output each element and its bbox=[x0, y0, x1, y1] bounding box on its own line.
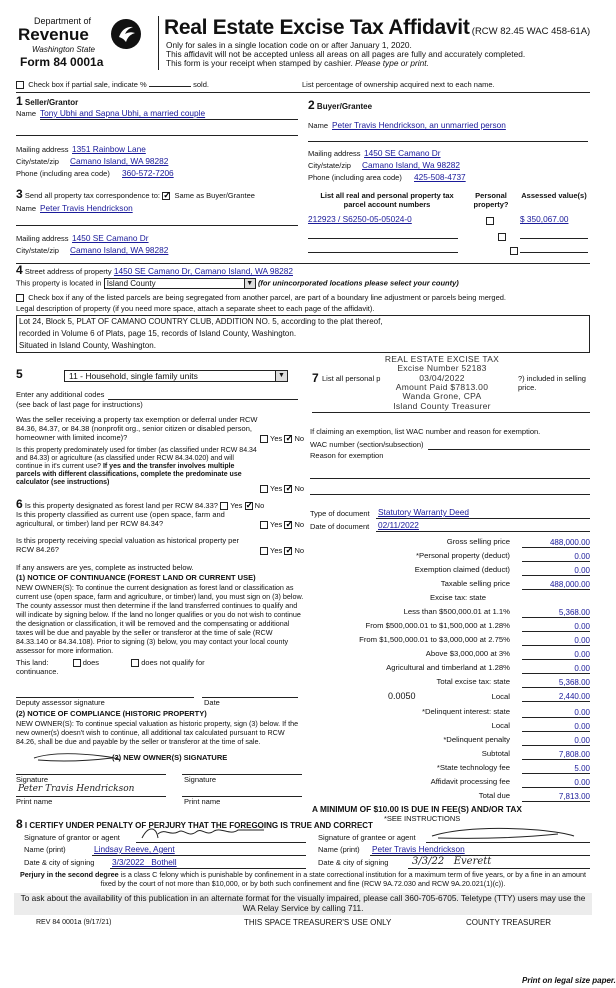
personal-property-checkbox-3[interactable] bbox=[510, 247, 518, 255]
buyer-heading bbox=[308, 99, 372, 113]
timber-no-checkbox[interactable] bbox=[284, 485, 292, 493]
exemption-yes-checkbox[interactable] bbox=[260, 435, 268, 443]
same-as-buyer-checkbox[interactable] bbox=[162, 192, 170, 200]
current-use-question: Is this property classified as current use (open space, farm and agricultural, or timber) land per RCW 84.34? bbox=[16, 510, 225, 528]
seller-section bbox=[16, 95, 300, 190]
header-divider bbox=[158, 16, 159, 70]
buyer-city-label: City/state/zip bbox=[308, 161, 351, 170]
form-number: Form 84 0001a bbox=[20, 55, 104, 69]
exemption-no-label: No bbox=[294, 434, 305, 443]
corr-mailing-field[interactable]: 1450 SE Camano Dr bbox=[72, 233, 149, 243]
delinq-local-value[interactable]: 0.00 bbox=[522, 722, 590, 732]
grantee-signature-scribble[interactable] bbox=[428, 824, 578, 842]
stamp-date: 03/04/2022 bbox=[419, 372, 465, 383]
personal-prop-label: List all personal p bbox=[322, 374, 381, 383]
tech-fee-label: *State technology fee bbox=[436, 763, 510, 772]
personal-heading: Personal property? bbox=[473, 191, 509, 209]
owner-print-label-1: Print name bbox=[16, 797, 53, 806]
buyer-city-field[interactable]: Camano Island, Wa 98282 bbox=[362, 160, 460, 170]
owner-signature-scribble bbox=[32, 750, 122, 764]
property-section bbox=[16, 264, 590, 354]
street-row bbox=[16, 264, 293, 278]
corr-city-label: City/state/zip bbox=[16, 246, 59, 255]
seller-name-line bbox=[40, 119, 298, 120]
forest-question: Is this property designated as forest land per RCW 84.33? bbox=[24, 501, 218, 510]
seller-name-line2 bbox=[16, 135, 298, 136]
reason-label: Reason for exemption bbox=[310, 451, 384, 460]
parcel-line2 bbox=[308, 238, 458, 239]
legal-description-box[interactable] bbox=[16, 315, 590, 353]
timber-no-label: No bbox=[294, 484, 305, 493]
current-use-yes-checkbox[interactable] bbox=[260, 521, 268, 529]
dept-state: Washington State bbox=[32, 45, 96, 54]
section8-number: 8 bbox=[16, 817, 23, 831]
this-land-row bbox=[16, 658, 306, 668]
historic-question: Is this property receiving special valuation as historical property per RCW 84.26? bbox=[16, 536, 240, 554]
does-qualify-checkbox[interactable] bbox=[73, 659, 81, 667]
local-rate[interactable]: 0.0050 bbox=[388, 691, 416, 701]
notice1-body: NEW OWNER(S): To continue the current designation as forest land or classification as current use (open space, farm and agriculture, or timber) land, you must sign on (3) below. The county assessor must then determine if the land transferred continues to qualify and will indicate by signing below. If the land no longer qualifies or you do not wish to continue the designation or classification, it will be removed and the compensating or additional taxes will be due and payable by the seller or transferor at the time of sale (RCW 84.33.140 or 84.34.108). Prior to signing (3) below, you may contact your local county assessor for more information. bbox=[16, 583, 304, 656]
corr-mailing-label: Mailing address bbox=[16, 234, 69, 243]
grantor-sig-line bbox=[136, 842, 306, 843]
additional-codes-label: Enter any additional codes bbox=[16, 390, 105, 399]
historic-no-label: No bbox=[294, 546, 305, 555]
doc-date-label: Date of document bbox=[310, 522, 370, 531]
dept-name: Revenue bbox=[18, 25, 89, 44]
buyer-mailing-label: Mailing address bbox=[308, 149, 361, 158]
same-as-buyer-label: Same as Buyer/Grantee bbox=[174, 191, 255, 200]
title-text: Real Estate Excise Tax Affidavit bbox=[164, 16, 470, 39]
taxable-label: Taxable selling price bbox=[440, 579, 510, 588]
exemption-no-checkbox[interactable] bbox=[284, 435, 292, 443]
corr-name-field[interactable]: Peter Travis Hendrickson bbox=[40, 203, 133, 213]
grantee-name-field[interactable]: Peter Travis Hendrickson bbox=[372, 844, 465, 854]
personal-deduct-value[interactable]: 0.00 bbox=[522, 552, 590, 562]
buyer-section bbox=[308, 95, 590, 190]
see-instructions: *SEE INSTRUCTIONS bbox=[384, 814, 461, 823]
historic-yes-no bbox=[260, 546, 304, 556]
assessed-line3 bbox=[520, 252, 588, 253]
print-legal-note: Print on legal size paper. bbox=[522, 976, 616, 985]
timber-yes-label: Yes bbox=[270, 484, 283, 493]
grantee-name-label: Name (print) bbox=[318, 845, 360, 854]
header-line3 bbox=[166, 59, 429, 69]
buyer-heading-text: Buyer/Grantee bbox=[316, 102, 373, 111]
county-select-value: Island County bbox=[106, 279, 156, 288]
exemption-claimed-value[interactable]: 0.00 bbox=[522, 566, 590, 576]
stamp-office: Island County Treasurer bbox=[393, 400, 491, 411]
corr-city-field[interactable]: Camano Island, WA 98282 bbox=[70, 245, 169, 255]
affidavit-fee-label: Affidavit processing fee bbox=[430, 777, 510, 786]
does-label: does bbox=[82, 658, 100, 667]
continuance-label: continuance. bbox=[16, 667, 59, 676]
correspondence-heading bbox=[16, 188, 255, 202]
gross-label: Gross selling price bbox=[446, 537, 510, 546]
forest-yes-checkbox[interactable] bbox=[220, 502, 228, 510]
corr-name-line2 bbox=[16, 225, 298, 226]
wac-label: WAC number (section/subsection) bbox=[310, 440, 424, 449]
county-treasurer-label: COUNTY TREASURER bbox=[466, 918, 552, 927]
tier1-label: Less than $500,000.01 at 1.1% bbox=[403, 607, 510, 616]
reason-line-1 bbox=[310, 478, 590, 479]
partial-sale-percent-field[interactable] bbox=[149, 79, 191, 87]
buyer-name-field[interactable]: Peter Travis Hendrickson, an unmarried person bbox=[332, 120, 506, 130]
total-due-value[interactable]: 7,813.00 bbox=[522, 792, 590, 802]
timber-question bbox=[16, 447, 260, 487]
partial-sale-sold: sold. bbox=[193, 80, 209, 89]
certify-text: I CERTIFY UNDER PENALTY OF PERJURY THAT THE FOREGOING IS TRUE AND CORRECT bbox=[24, 821, 373, 830]
partial-sale-label: Check box if partial sale, indicate % bbox=[28, 80, 147, 89]
chevron-down-icon: ▼ bbox=[275, 371, 287, 381]
parcel-line3 bbox=[308, 252, 458, 253]
grantor-name-field[interactable]: Lindsay Reeve, Agent bbox=[94, 844, 175, 854]
parcel-section bbox=[308, 192, 590, 262]
deputy-sig-label: Deputy assessor signature bbox=[16, 698, 105, 707]
land-use-select[interactable] bbox=[64, 370, 288, 382]
current-use-yes-label: Yes bbox=[270, 520, 283, 529]
exemption-claimed-label: Exemption claimed (deduct) bbox=[414, 565, 510, 574]
tier1-value[interactable]: 5,368.00 bbox=[522, 608, 590, 618]
segregated-row bbox=[16, 293, 506, 303]
title-rcw: (RCW 82.45 WAC 458-61A) bbox=[471, 26, 591, 37]
personal-prop-line bbox=[312, 412, 590, 413]
notice1-title: (1) NOTICE OF CONTINUANCE (FOREST LAND OR CURRENT USE) bbox=[16, 573, 256, 582]
excise-state-heading: Excise tax: state bbox=[430, 593, 486, 602]
included-label: ?) included in selling price. bbox=[518, 374, 586, 392]
exemption-yes-no bbox=[260, 434, 304, 444]
delinq-local-label: Local bbox=[491, 721, 510, 730]
owner-sig-label-1: Signature bbox=[16, 775, 49, 784]
perjury-text: is a class C felony which is punishable by confinement in a state correctional institution for a maximum term of five years, or by a fine in an amount fixed by the court of not more than $10,000, or by both such confinement and fine (RCW 9A.72.030 and RCW 9A.20.021(1)(c)). bbox=[100, 870, 587, 888]
segregated-label: Check box if any of the listed parcels are being segregated from another parcel, are part of a boundary line adjustment or parcels being merged. bbox=[28, 293, 507, 302]
wac-line bbox=[428, 449, 590, 450]
doc-date-field[interactable]: 02/11/2022 bbox=[378, 520, 419, 530]
this-land-label: This land: bbox=[16, 658, 49, 667]
stamp-cashier: Wanda Grone, CPA bbox=[402, 391, 482, 402]
section4-number: 4 bbox=[16, 263, 23, 277]
personal-property-section bbox=[312, 370, 590, 430]
street-field[interactable]: 1450 SE Camano Dr, Camano Island, WA 98282 bbox=[113, 266, 293, 276]
doc-type-line bbox=[376, 518, 590, 519]
forest-no-label: No bbox=[254, 501, 265, 510]
chevron-down-icon: ▼ bbox=[244, 279, 255, 288]
seller-city-field[interactable]: Camano Island, WA 98282 bbox=[70, 156, 169, 166]
seller-city-label: City/state/zip bbox=[16, 157, 59, 166]
forest-no-checkbox[interactable] bbox=[245, 502, 253, 510]
local-value[interactable]: 2,440.00 bbox=[522, 692, 590, 702]
unincorp-note: (for unincorporated locations please select your county) bbox=[257, 278, 459, 288]
timber-yes-checkbox[interactable] bbox=[260, 485, 268, 493]
grantee-date-line bbox=[408, 868, 590, 869]
total-state-value[interactable]: 5,368.00 bbox=[522, 678, 590, 688]
tax-table bbox=[300, 536, 590, 806]
buyer-phone-field[interactable]: 425-508-4737 bbox=[414, 172, 466, 182]
deputy-date-label: Date bbox=[204, 698, 220, 707]
local-label: Local bbox=[491, 692, 510, 701]
seller-phone-field[interactable]: 360-572-7206 bbox=[122, 168, 174, 178]
notice2-body: NEW OWNER(S): To continue special valuation as historic property, sign (3) below. If the new owner(s) doesn't wish to continue, all additional tax calculated pursuant to RCW 84.26, shall be due and payable by the seller or transferor at the time of sale. bbox=[16, 719, 299, 747]
revenue-logo bbox=[14, 14, 154, 72]
seller-heading-text: Seller/Grantor bbox=[24, 98, 79, 107]
county-row bbox=[16, 278, 459, 289]
buyer-section-number: 2 bbox=[308, 98, 315, 112]
header bbox=[14, 14, 590, 74]
stamp-number: Excise Number 52183 bbox=[397, 363, 487, 374]
wac-intro: If claiming an exemption, list WAC number and reason for exemption. bbox=[310, 427, 541, 436]
stamp-title: REAL ESTATE EXCISE TAX bbox=[384, 354, 500, 364]
tier3-value[interactable]: 0.00 bbox=[522, 636, 590, 646]
section7-number: 7 bbox=[312, 371, 319, 385]
parcel-number-field[interactable]: 212923 / S6250-05-05024-0 bbox=[308, 214, 412, 224]
header-line3-italic: Please type or print. bbox=[355, 58, 429, 68]
seller-mailing-field[interactable]: 1351 Rainbow Lane bbox=[72, 144, 146, 154]
current-use-no-label: No bbox=[294, 520, 305, 529]
rule-top bbox=[16, 92, 590, 93]
minimum-due-note: A MINIMUM OF $10.00 IS DUE IN FEE(S) AND/OR TAX bbox=[312, 804, 522, 814]
grantee-sig-line bbox=[426, 842, 590, 843]
perjury-bold: Perjury in the second degree bbox=[19, 870, 119, 879]
land-use-value: 11 - Household, single family units bbox=[69, 371, 198, 381]
owner-print-label-2: Print name bbox=[184, 797, 221, 806]
header-line2: This affidavit will not be accepted unless all areas on all pages are fully and accurately completed. bbox=[166, 49, 526, 59]
treasurer-use-label: THIS SPACE TREASURER'S USE ONLY bbox=[244, 918, 392, 927]
buyer-phone-label: Phone (including area code) bbox=[308, 173, 402, 182]
correspondence-heading-text: Send all property tax correspondence to: bbox=[24, 191, 161, 200]
notice2-title: (2) NOTICE OF COMPLIANCE (HISTORIC PROPERTY) bbox=[16, 709, 207, 718]
exemption-question: Was the seller receiving a property tax exemption or deferral under RCW 84.36, 84.37, or 84.38 (nonprofit org., senior citizen or disabled person, homeowner with limited income)? bbox=[16, 415, 258, 442]
owner-sig-label-2: Signature bbox=[184, 775, 217, 784]
buyer-name-line2 bbox=[308, 141, 588, 142]
historic-yes-checkbox[interactable] bbox=[260, 547, 268, 555]
revenue-logo-icon bbox=[110, 18, 142, 50]
seller-mailing-label: Mailing address bbox=[16, 145, 69, 154]
partial-sale-checkbox[interactable] bbox=[16, 81, 24, 89]
street-label: Street address of property bbox=[24, 267, 112, 276]
forest-section bbox=[16, 498, 306, 818]
section6-number: 6 bbox=[16, 497, 23, 511]
grantor-date-label: Date & city of signing bbox=[24, 858, 95, 867]
see-back-label: (see back of last page for instructions) bbox=[16, 400, 143, 409]
owner-print-name-field[interactable]: Peter Travis Hendrickson bbox=[18, 784, 135, 794]
total-due-label: Total due bbox=[478, 791, 510, 800]
correspondence-section bbox=[16, 188, 300, 260]
corr-name-label: Name bbox=[16, 204, 37, 213]
header-line1: Only for sales in a single location code on or after January 1, 2020. bbox=[166, 40, 412, 50]
legal-line-3: Situated in Island County, Washington. bbox=[19, 341, 156, 351]
legal-label: Legal description of property (if you need more space, attach a separate sheet to each page of the affidavit). bbox=[16, 304, 375, 313]
does-not-label: does not qualify for bbox=[141, 658, 205, 667]
agri-value[interactable]: 0.00 bbox=[522, 664, 590, 674]
timber-text: Is this property predominately used for timber (as classified under RCW 84.34 and 84.33) or agriculture (as classified under RCW 84.34.020) and will continue in it's current use? bbox=[16, 447, 257, 471]
stamp-amount: Amount Paid $7813.00 bbox=[395, 382, 489, 393]
seller-name-label: Name bbox=[16, 109, 37, 118]
assessed-line2 bbox=[520, 238, 588, 239]
dept-top: Department of bbox=[34, 16, 92, 26]
subtotal-value[interactable]: 7,808.00 bbox=[522, 750, 590, 760]
notice3-title: (3) NEW OWNER(S) SIGNATURE bbox=[112, 753, 228, 762]
affidavit-fee-value[interactable]: 0.00 bbox=[522, 778, 590, 788]
grantee-date-label: Date & city of signing bbox=[318, 858, 389, 867]
historic-no-checkbox[interactable] bbox=[284, 547, 292, 555]
forest-yes-label: Yes bbox=[230, 501, 243, 510]
header-line3-text: This form is your receipt when stamped by cashier. bbox=[166, 58, 353, 68]
perjury-note bbox=[14, 871, 592, 888]
total-state-label: Total excise tax: state bbox=[436, 677, 510, 686]
segregated-checkbox[interactable] bbox=[16, 294, 24, 302]
seller-section-number: 1 bbox=[16, 94, 23, 108]
personal-property-checkbox-2[interactable] bbox=[498, 233, 506, 241]
delinq-penalty-label: *Delinquent penalty bbox=[443, 735, 510, 744]
form-title bbox=[164, 16, 590, 40]
assessed-heading: Assessed value(s) bbox=[521, 191, 587, 200]
grantor-name-line bbox=[92, 855, 306, 856]
parcel-list-heading: List all real and personal property tax parcel account numbers bbox=[320, 191, 454, 209]
certification-section bbox=[16, 818, 590, 870]
ownership-note: List percentage of ownership acquired next to each name. bbox=[302, 80, 495, 89]
located-label: This property is located in bbox=[16, 278, 102, 288]
exemption-yes-label: Yes bbox=[270, 434, 283, 443]
buyer-name-label: Name bbox=[308, 121, 329, 130]
tier3-label: From $1,500,000.01 to $3,000,000 at 2.75% bbox=[359, 635, 510, 644]
current-use-yes-no bbox=[260, 520, 304, 530]
grantor-name-label: Name (print) bbox=[24, 845, 66, 854]
tech-fee-value[interactable]: 5.00 bbox=[522, 764, 590, 774]
historic-yes-label: Yes bbox=[270, 546, 283, 555]
grantor-sig-label: Signature of grantor or agent bbox=[24, 833, 120, 842]
seller-name-field[interactable]: Tony Ubhi and Sapna Ubhi, a married couple bbox=[40, 108, 206, 118]
partial-sale-row bbox=[16, 79, 590, 91]
grantor-signature-scribble[interactable] bbox=[138, 824, 268, 842]
section5-number: 5 bbox=[16, 367, 23, 381]
doc-type-label: Type of document bbox=[310, 509, 370, 518]
grantor-date-field[interactable]: 3/3/2022 Bothell bbox=[112, 857, 177, 867]
subtotal-label: Subtotal bbox=[481, 749, 510, 758]
delinq-penalty-value[interactable]: 0.00 bbox=[522, 736, 590, 746]
personal-deduct-label: *Personal property (deduct) bbox=[415, 551, 510, 560]
current-use-no-checkbox[interactable] bbox=[284, 521, 292, 529]
agri-label: Agricultural and timberland at 1.28% bbox=[386, 663, 510, 672]
relay-text: To ask about the availability of this publication in an alternate format for the visually impaired, please call 360-705-6705. Teletype (TTY) users may use the WA Relay Service by calling 711. bbox=[20, 893, 586, 913]
gross-value[interactable]: 488,000.00 bbox=[522, 538, 590, 548]
relay-banner bbox=[14, 893, 592, 915]
personal-property-checkbox-1[interactable] bbox=[486, 217, 494, 225]
if-yes-note: If any answers are yes, complete as instructed below. bbox=[16, 563, 194, 572]
tier4-label: Above $3,000,000 at 3% bbox=[425, 649, 510, 658]
rev-number: REV 84 0001a (9/17/21) bbox=[36, 919, 112, 926]
timber-bold: If yes and the transfer involves multiple parcels with different classifications, complete the predominate use calculator (see instructions) bbox=[16, 463, 242, 487]
grantee-sig-label: Signature of grantee or agent bbox=[318, 833, 416, 842]
timber-yes-no bbox=[260, 484, 304, 494]
legal-line-1: Lot 24, Block 5, PLAT OF CAMANO COUNTRY CLUB, ADDITION NO. 5, according to the plat thereof, bbox=[19, 317, 383, 326]
grantee-date-field[interactable]: 3/3/22 Everett bbox=[412, 856, 492, 867]
land-use-section bbox=[16, 368, 306, 498]
delinq-state-value[interactable]: 0.00 bbox=[522, 708, 590, 718]
seller-heading bbox=[16, 95, 78, 109]
reason-line-2 bbox=[310, 494, 590, 495]
doc-date-line bbox=[376, 531, 590, 532]
does-not-qualify-checkbox[interactable] bbox=[131, 659, 139, 667]
tier4-value[interactable]: 0.00 bbox=[522, 650, 590, 660]
buyer-mailing-field[interactable]: 1450 SE Camano Dr bbox=[364, 148, 441, 158]
legal-line-2: recorded in Volume 6 of Plats, page 15, records of Island County, Washington. bbox=[19, 329, 297, 339]
grantor-date-line bbox=[110, 868, 306, 869]
county-select[interactable] bbox=[104, 278, 256, 289]
seller-phone-label: Phone (including area code) bbox=[16, 169, 110, 178]
section3-number: 3 bbox=[16, 187, 23, 201]
delinq-state-label: *Delinquent interest: state bbox=[421, 707, 510, 716]
taxable-value[interactable]: 488,000.00 bbox=[522, 580, 590, 590]
assessed-value-field[interactable]: $ 350,067.00 bbox=[520, 214, 569, 224]
doc-type-field[interactable]: Statutory Warranty Deed bbox=[378, 507, 469, 517]
tier2-label: From $500,000.01 to $1,500,000 at 1.28% bbox=[365, 621, 510, 630]
tier2-value[interactable]: 0.00 bbox=[522, 622, 590, 632]
